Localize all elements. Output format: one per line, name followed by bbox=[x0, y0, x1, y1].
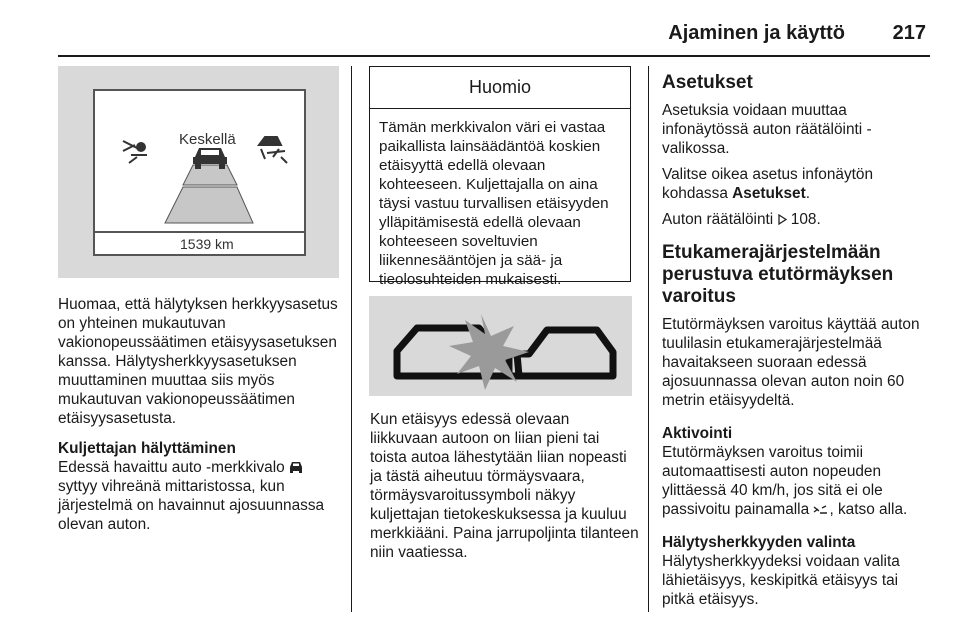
car-front-icon bbox=[289, 461, 303, 473]
paragraph-settings-3: Auton räätälöinti 108. bbox=[662, 211, 821, 228]
figure-collision-warning bbox=[369, 296, 632, 396]
page-header-title: Ajaminen ja käyttö bbox=[668, 22, 845, 44]
display-screen bbox=[93, 89, 306, 256]
header-rule bbox=[58, 55, 930, 57]
heading-activation: Aktivointi bbox=[662, 425, 733, 442]
heading-alert-sensitivity: Hälytysherkkyyden valinta bbox=[662, 534, 856, 551]
column-3-text bbox=[662, 72, 932, 609]
figure-driver-display bbox=[58, 66, 339, 278]
following-gap-illustration bbox=[95, 91, 304, 254]
paragraph-activation: Etutörmäyksen varoitus toimii automaattisesti auton nopeuden ylittäessä 40 km/h, jos sitä ei ole passivoitu painamalla , katso alla. bbox=[662, 444, 908, 518]
display-divider bbox=[95, 231, 304, 233]
paragraph-settings-2: Valitse oikea asetus infonäytön kohdassa Asetukset. bbox=[662, 166, 874, 202]
mode-label: Keskellä bbox=[179, 131, 236, 148]
heading-driver-alert: Kuljettajan hälyttäminen bbox=[58, 440, 236, 457]
paragraph-vehicle-ahead: Edessä havaittu auto -merkkivalo syttyy vihreänä mittaristossa, kun järjestelmä on havainnut ajosuunnassa olevan auton. bbox=[58, 459, 325, 533]
heading-settings: Asetukset bbox=[662, 72, 753, 93]
triangle-ref-icon[interactable] bbox=[778, 214, 787, 225]
page-number: 217 bbox=[892, 22, 926, 44]
caution-body: Tämän merkkivalon väri ei vastaa paikallista lainsäädäntöä koskien etäisyyttä edellä olevaan kohteeseen. Kuljettajalla on aina täysi vastuu turvallisen etäisyyden ylläpitämisestä edellä olevaan kohteeseen soveltuvien liikennesääntöjen ja sää- ja tieolosuhteiden mukaisesti. bbox=[379, 119, 609, 288]
lane-offset-icon bbox=[123, 141, 147, 163]
caution-box bbox=[369, 66, 631, 288]
fcw-button-icon bbox=[813, 504, 829, 515]
paragraph-sensitivity-note: Huomaa, että hälytyksen herkkyysasetus on yhteinen mukautuvan vakionopeussäätimen etäisyysasetuksen kanssa. Hälytysherkkyysasetuksen muuttaminen muuttaa siis myös mukautuvan vakionopeussäätimen etäisyysasetusta. bbox=[58, 296, 338, 427]
column-separator bbox=[648, 66, 649, 612]
collision-warning-symbol bbox=[369, 296, 632, 396]
column-separator bbox=[351, 66, 352, 612]
paragraph-alert-sensitivity: Hälytysherkkyydeksi voidaan valita lähietäisyys, keskipitkä etäisyys tai pitkä etäisyys. bbox=[662, 553, 900, 608]
caution-title: Huomio bbox=[370, 67, 630, 109]
alert-sensitivity-icon bbox=[259, 137, 287, 163]
paragraph-fcw: Etutörmäyksen varoitus käyttää auton tuulilasin etukamerajärjestelmää havaitakseen suoraan edessä ajosuunnassa olevan auton noin 60 metrin etäisyydeltä. bbox=[662, 316, 920, 409]
heading-front-collision-alert: Etukamerajärjestelmään perustuva etutörmäyksen varoitus bbox=[662, 242, 894, 307]
paragraph-settings-1: Asetuksia voidaan muuttaa infonäytössä auton räätälöinti -valikossa. bbox=[662, 102, 872, 157]
column-1-text bbox=[58, 295, 342, 534]
paragraph-collision-warning: Kun etäisyys edessä olevaan liikkuvaan autoon on liian pieni tai toista autoa lähestytään liian nopeasti ja tästä aiheutuu törmäysvaara, törmäysvaroitussymboli näkyy kuljettajan tietokeskuksessa ja kuuluu merkkiääni. Paina jarrupoljinta tilanteen niin vaatiessa. bbox=[370, 411, 639, 561]
column-2-text bbox=[370, 410, 640, 562]
odometer-reading: 1539 km bbox=[180, 236, 234, 252]
